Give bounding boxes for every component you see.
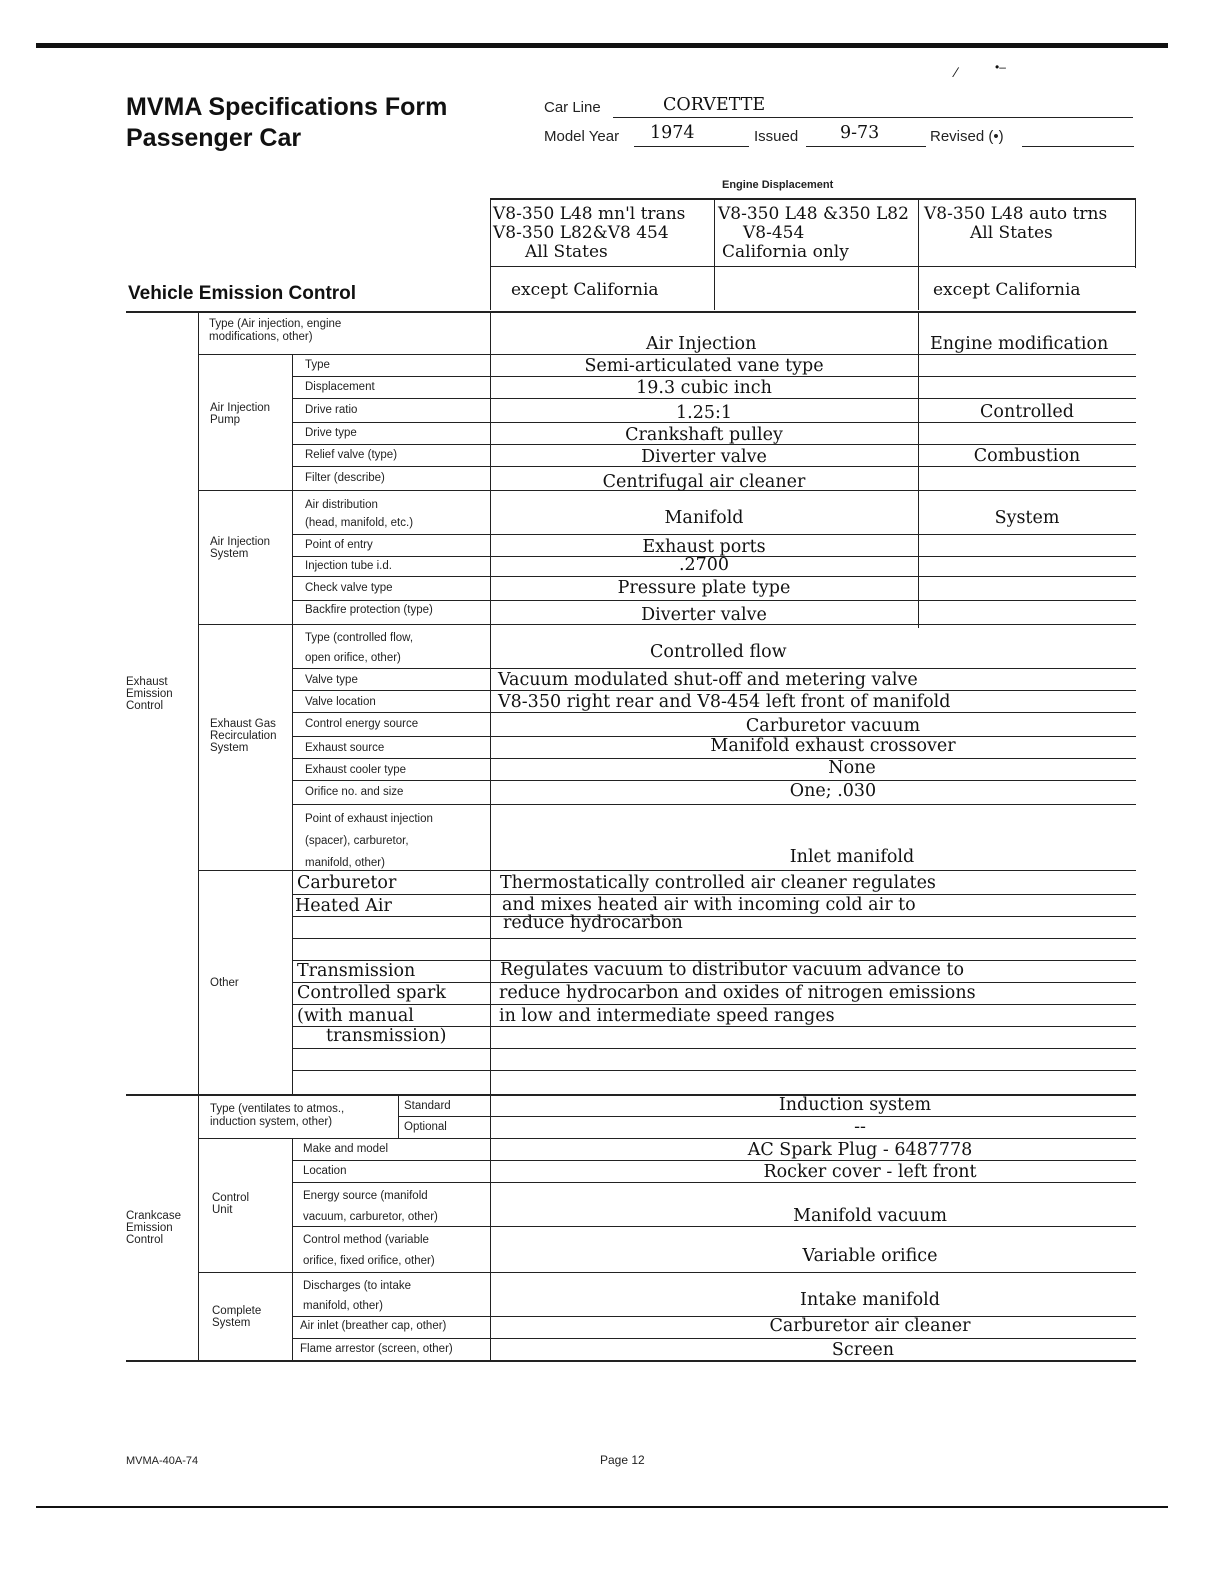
pump-drive-ratio-value: 1.25:1 <box>676 403 732 423</box>
car-line-label: Car Line <box>544 99 601 116</box>
stray-mark: •– <box>995 60 1006 74</box>
crankcase-type-label: Type (ventilates to atmos., induction system, other) <box>210 1103 345 1128</box>
flame-arrestor-label: Flame arrestor (screen, other) <box>300 1343 453 1355</box>
point-of-exhaust-injection-value: Inlet manifold <box>789 847 915 867</box>
exhaust-source-label: Exhaust source <box>305 742 385 754</box>
make-model-label: Make and model <box>303 1143 389 1155</box>
point-of-entry-label: Point of entry <box>305 539 373 551</box>
form-code: MVMA-40A-74 <box>126 1455 199 1467</box>
other-item1-desc-2: and mixes heated air with incoming cold air to <box>502 895 916 915</box>
column-2-header: V8-350 L48 &350 L82 V8-454 California only <box>718 204 909 262</box>
energy-source-value: Manifold vacuum <box>793 1206 947 1226</box>
control-unit-label: Control Unit <box>212 1192 250 1216</box>
pump-drive-ratio-label: Drive ratio <box>305 404 358 416</box>
car-line-underline <box>613 117 1133 118</box>
pump-displacement-value: 19.3 cubic inch <box>636 378 772 398</box>
injection-tube-value: .2700 <box>678 555 730 575</box>
other-item1-desc-1: Thermostatically controlled air cleaner regulates <box>500 873 936 893</box>
top-rule <box>36 43 1168 48</box>
section-bottom-rule <box>126 1360 1136 1362</box>
air-distribution-col-c: System <box>994 508 1060 528</box>
exhaust-emission-control-label: Exhaust Emission Control <box>126 676 173 712</box>
pump-drive-ratio-col-c: Controlled <box>980 402 1074 422</box>
control-energy-label: Control energy source <box>305 718 419 730</box>
engine-displacement-label: Engine Displacement <box>722 179 834 191</box>
other-item1-line2: Heated Air <box>295 896 392 916</box>
pump-drive-type-label: Drive type <box>305 427 357 439</box>
valve-location-value: V8-350 right rear and V8-454 left front of manifold <box>498 692 951 712</box>
exhaust-cooler-value: None <box>828 758 876 778</box>
column-1-subheader: except California <box>511 280 659 300</box>
issued-underline <box>806 146 926 147</box>
control-energy-value: Carburetor vacuum <box>745 716 921 736</box>
control-method-value: Variable orifice <box>802 1246 938 1266</box>
air-distribution-value: Manifold <box>664 508 744 528</box>
pump-filter-label: Filter (describe) <box>305 472 385 484</box>
check-valve-value: Pressure plate type <box>617 578 791 598</box>
pump-relief-valve-value: Diverter valve <box>641 447 767 467</box>
exhaust-type-value-c: Engine modification <box>930 334 1109 354</box>
form-title: MVMA Specifications Form Passenger Car <box>126 93 448 152</box>
other-item1-line1: Carburetor <box>297 873 397 893</box>
discharges-value: Intake manifold <box>800 1290 940 1310</box>
exhaust-type-value-a: Air Injection <box>646 334 757 354</box>
pump-displacement-label: Displacement <box>305 381 375 393</box>
flame-arrestor-value: Screen <box>831 1340 895 1360</box>
other-label: Other <box>210 977 239 989</box>
standard-value: Induction system <box>778 1095 932 1115</box>
injection-tube-label: Injection tube i.d. <box>305 560 392 572</box>
other-item2-desc-3: in low and intermediate speed ranges <box>499 1006 835 1026</box>
optional-value: -- <box>854 1117 866 1137</box>
column-3-header: V8-350 L48 auto trns All States <box>924 204 1108 243</box>
other-item2-desc-1: Regulates vacuum to distributor vacuum advance to <box>500 960 964 980</box>
pump-type-label: Type <box>305 359 330 371</box>
pump-type-value: Semi-articulated vane type <box>584 356 824 376</box>
car-line-value: CORVETTE <box>663 95 766 115</box>
bottom-rule <box>36 1506 1168 1508</box>
backfire-protection-label: Backfire protection (type) <box>305 604 433 616</box>
issued-value: 9-73 <box>840 123 880 143</box>
other-item2-desc-2: reduce hydrocarbon and oxides of nitrogen emissions <box>499 983 976 1003</box>
valve-location-label: Valve location <box>305 696 376 708</box>
column-1-header: V8-350 L48 mn'l trans V8-350 L82&V8 454 All States <box>493 204 686 262</box>
model-year-label: Model Year <box>544 128 620 145</box>
column-3-subheader: except California <box>933 280 1081 300</box>
egr-type-label: Type (controlled flow, open orifice, other) <box>305 632 414 664</box>
model-year-underline <box>634 146 749 147</box>
valve-type-label: Valve type <box>305 674 358 686</box>
other-item1-desc-3: reduce hydrocarbon <box>503 913 683 933</box>
air-inlet-value: Carburetor air cleaner <box>769 1316 971 1336</box>
point-of-exhaust-injection-label: Point of exhaust injection (spacer), carburetor, manifold, other) <box>305 813 433 869</box>
location-value: Rocker cover - left front <box>763 1162 977 1182</box>
section-top-rule <box>126 311 1136 313</box>
point-of-entry-value: Exhaust ports <box>642 537 766 557</box>
egr-system-label: Exhaust Gas Recirculation System <box>210 718 277 754</box>
page-number: Page 12 <box>600 1453 645 1467</box>
pump-drive-type-value: Crankshaft pulley <box>625 425 783 445</box>
orifice-value: One; .030 <box>789 781 877 801</box>
complete-system-label: Complete System <box>212 1305 262 1329</box>
air-injection-system-label: Air Injection System <box>210 536 271 560</box>
crankcase-emission-control-label: Crankcase Emission Control <box>126 1210 181 1246</box>
valve-type-value: Vacuum modulated shut-off and metering valve <box>498 670 918 690</box>
egr-type-value: Controlled flow <box>650 642 787 662</box>
hdr-top <box>490 198 1136 200</box>
orifice-label: Orifice no. and size <box>305 786 404 798</box>
control-method-label: Control method (variable orifice, fixed orifice, other) <box>303 1234 435 1267</box>
other-item2-line4: transmission) <box>326 1026 447 1046</box>
location-label: Location <box>303 1165 347 1177</box>
standard-label: Standard <box>404 1100 451 1112</box>
exhaust-source-value: Manifold exhaust crossover <box>710 736 956 756</box>
stray-mark: ∕ <box>955 64 958 80</box>
discharges-label: Discharges (to intake manifold, other) <box>303 1280 412 1312</box>
energy-source-label: Energy source (manifold vacuum, carburetor, other) <box>303 1190 438 1223</box>
air-distribution-label: Air distribution (head, manifold, etc.) <box>305 499 414 529</box>
exhaust-cooler-label: Exhaust cooler type <box>305 764 407 776</box>
air-inlet-label: Air inlet (breather cap, other) <box>300 1320 447 1332</box>
other-item2-line1: Transmission <box>297 961 416 981</box>
other-item2-line3: (with manual <box>297 1006 414 1026</box>
pump-filter-value: Centrifugal air cleaner <box>602 472 806 492</box>
section-title: Vehicle Emission Control <box>128 283 357 304</box>
model-year-value: 1974 <box>650 123 695 143</box>
make-model-value: AC Spark Plug - 6487778 <box>747 1140 973 1160</box>
issued-label: Issued <box>754 128 799 145</box>
pump-relief-valve-label: Relief valve (type) <box>305 449 398 461</box>
revised-label: Revised (•) <box>930 128 1004 145</box>
optional-label: Optional <box>404 1121 447 1133</box>
check-valve-label: Check valve type <box>305 582 393 594</box>
other-item2-line2: Controlled spark <box>297 983 447 1003</box>
revised-underline <box>1022 146 1134 147</box>
air-injection-pump-label: Air Injection Pump <box>210 402 271 426</box>
exhaust-type-label: Type (Air injection, engine modifications, other) <box>209 318 342 343</box>
pump-relief-valve-col-c: Combustion <box>973 446 1081 466</box>
backfire-protection-value: Diverter valve <box>641 605 767 625</box>
